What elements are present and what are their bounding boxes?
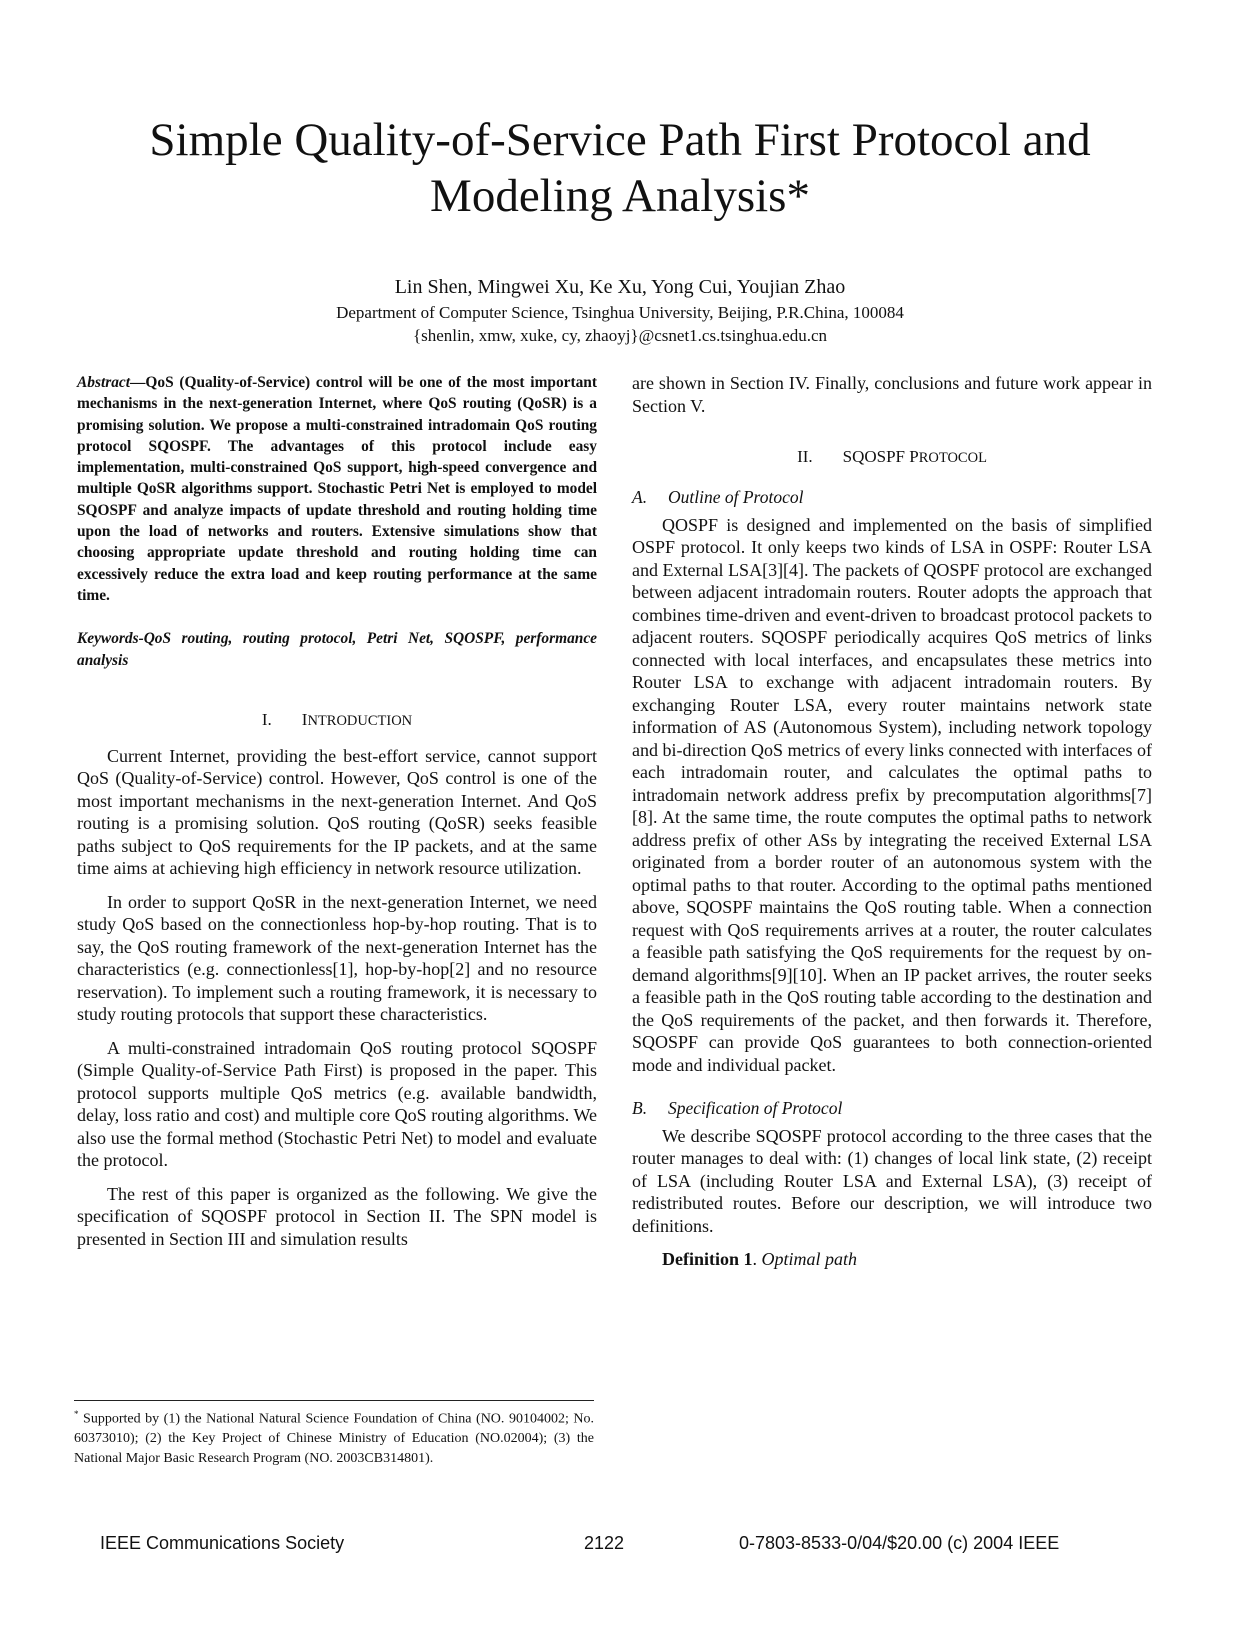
section-title-initial: SQOSPF P [842,447,919,466]
definition-1 [632,1248,1152,1271]
section-number: II. [797,447,813,466]
footnote-rule [74,1400,594,1401]
abstract-label: Abstract [77,374,131,391]
definition-label: Definition 1 [662,1249,753,1269]
intro-paragraph-3: A multi-constrained intradomain QoS routing protocol SQOSPF (Simple Quality-of-Service Path First) is proposed in the paper. This protocol supports multiple QoS metrics (e.g. available bandwidth, delay, loss ratio and cost) and multiple core QoS routing algorithms. We also use the formal method (Stochastic Petri Net) to model and evaluate the protocol. [77,1037,597,1171]
outline-paragraph: QOSPF is designed and implemented on the basis of simplified OSPF protocol. It only keeps two kinds of LSA in OSPF: Router LSA and External LSA[3][4]. The packets of QOSPF protocol are exchanged between adjacent intradomain routers. Router adopts the approach that combines time-driven and event-driven to broadcast protocol packets to adjacent routers. SQOSPF periodically acquires QoS metrics of links connected with local interfaces, and encapsulates these metrics into Router LSA to exchange with adjacent intradomain routers. By exchanging Router LSA, every router maintains network state information of AS (Autonomous System), including network topology and bi-direction QoS metrics of every links connected with interfaces of each intradomain router, and calculates the optimal paths to intradomain network address prefix by precomputation algorithms[7][8]. At the same time, the route computes the optimal paths to network address prefix of other ASs by integrating the received External LSA originated from a border router of an autonomous system with the optimal paths to that router. According to the optimal paths mentioned above, SQOSPF maintains the QoS routing table. When a connection request with QoS requirements arrives at a router, the router calculates a feasible path satisfying the QoS requirements for the request by on-demand algorithms[9][10]. When an IP packet arrives, the router seeks a feasible path in the QoS routing table according to the destination and the QoS requirements of the packet, and then forwards it. Therefore, SQOSPF can provide QoS guarantees to both connection-oriented mode and individual packet. [632,514,1152,1075]
footnote-text: Supported by (1) the National Natural Science Foundation of China (NO. 90104002; No. 60373010); (2) the Key Project of Chinese Ministry of Education (NO.02004); (3) the National Major Basic Research Program (NO. 2003CB314801). [74,1411,594,1466]
affiliation: Department of Computer Science, Tsinghua University, Beijing, P.R.China, 100084 [336,303,904,322]
subsection-title: Specification of Protocol [668,1098,843,1118]
abstract-dash: — [130,374,146,391]
email-list: {shenlin, xmw, xuke, cy, zhaoyj}@csnet1.cs.tsinghua.edu.cn [412,326,828,345]
footer-society: IEEE Communications Society [100,1533,345,1553]
section-title-rest: ROTOCOL [918,450,987,466]
subsection-title: Outline of Protocol [668,487,804,507]
left-column [77,372,597,1250]
footnote [74,1405,594,1468]
definition-name: Optimal path [761,1249,858,1269]
footer-page-number: 2122 [584,1533,625,1553]
abstract-text: QoS (Quality-of-Service) control will be one of the most important mechanisms in the next-generation Internet, where QoS routing (QoSR) is a promising solution. We propose a multi-constrained intradomain QoS routing protocol SQOSPF. The advantages of this protocol include easy implementation, multi-constrained QoS support, high-speed convergence and multiple QoSR algorithms support. Stochastic Petri Net is employed to model SQOSPF and analyze impacts of update threshold and routing holding time upon the load of networks and routers. Extensive simulations show that choosing appropriate update threshold and routing holding time can excessively reduce the extra load and keep routing performance at the same time. [77,374,597,604]
right-column [632,372,1152,1271]
footnote-mark: * [74,1409,79,1419]
subsection-letter: B. [632,1098,648,1118]
subsection-letter: A. [632,487,648,507]
section-heading-sqospf-protocol [632,446,1152,469]
intro-paragraph-1: Current Internet, providing the best-effort service, cannot support QoS (Quality-of-Service) control. However, QoS control is one of the most important mechanisms in the next-generation Internet. And QoS routing is a promising solution. QoS routing (QoSR) seeks feasible paths subject to QoS requirements for the IP packets, and at the same time aims at achieving high efficiency in network resource utilization. [77,745,597,879]
intro-continuation: are shown in Section IV. Finally, conclusions and future work appear in Section V. [632,373,1152,416]
keywords: Keywords-QoS routing, routing protocol, Petri Net, SQOSPF, performance analysis [77,630,597,669]
abstract [77,372,597,606]
section-number: I. [261,709,272,729]
paper-title: Simple Quality-of-Service Path First Protocol and Modeling Analysis* [149,114,1091,222]
definition-separator: . [752,1249,762,1269]
subsection-heading-specification [632,1097,1152,1120]
subsection-heading-outline [632,486,1152,509]
intro-paragraph-4: The rest of this paper is organized as the following. We give the specification of SQOSPF protocol in Section II. The SPN model is presented in Section III and simulation results [77,1183,597,1249]
section-heading-introduction [77,709,597,732]
footer-copyright: 0-7803-8533-0/04/$20.00 (c) 2004 IEEE [739,1533,1060,1553]
section-title-rest: NTRODUCTION [307,712,413,729]
specification-paragraph: We describe SQOSPF protocol according to the three cases that the router manages to deal with: (1) changes of local link state, (2) receipt of LSA (including Router LSA and External LSA), (3) receipt of redistributed routes. Before our description, we will introduce two definitions. [632,1125,1152,1236]
section-title-initial: I [301,709,308,729]
author-list: Lin Shen, Mingwei Xu, Ke Xu, Yong Cui, Youjian Zhao [394,276,846,298]
intro-paragraph-2: In order to support QoSR in the next-generation Internet, we need study QoS based on the connectionless hop-by-hop routing. That is to say, the QoS routing framework of the next-generation Internet has the characteristics (e.g. connectionless[1], hop-by-hop[2] and no resource reservation). To implement such a routing framework, it is necessary to study routing protocols that support these characteristics. [77,891,597,1025]
